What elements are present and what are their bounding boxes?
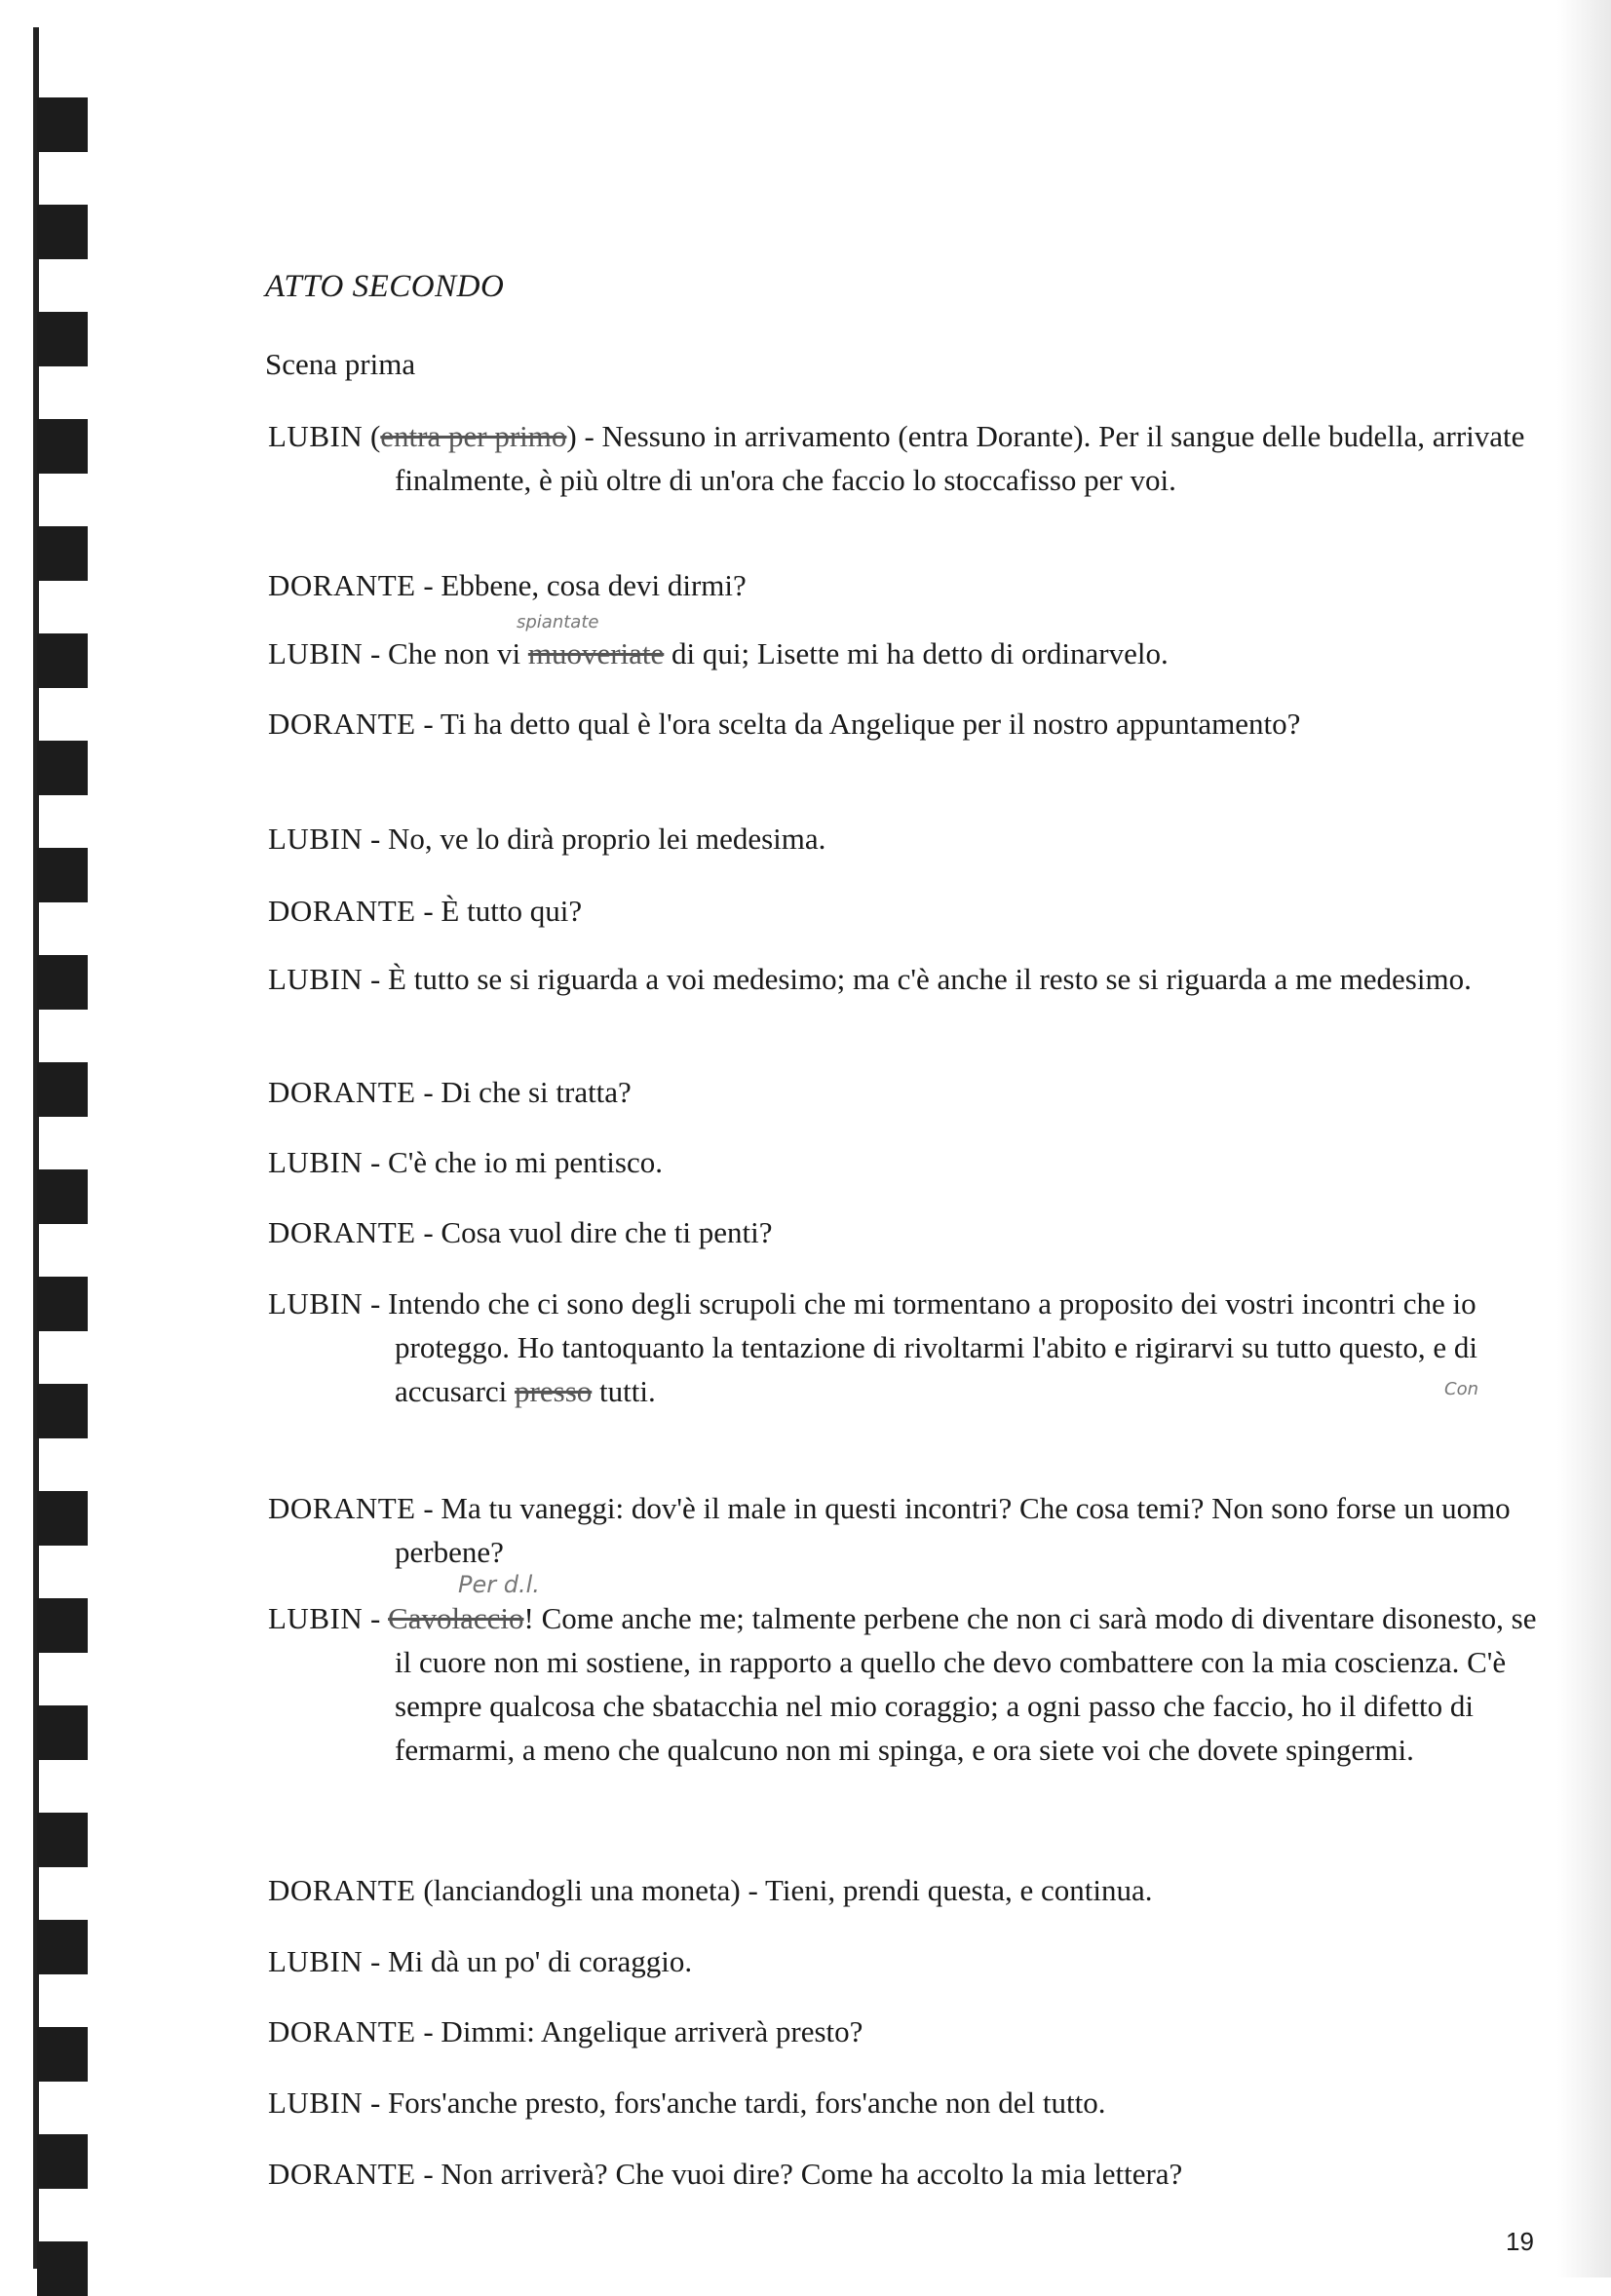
binding-ring	[37, 848, 88, 902]
dialogue-line	[268, 1486, 1550, 1574]
binding-ring	[37, 741, 88, 795]
dialogue-text: -	[363, 1601, 389, 1635]
dialogue-line	[268, 631, 1550, 675]
binding-ring	[37, 1491, 88, 1546]
handwritten-note: spiantate	[517, 612, 599, 632]
page-edge-shadow	[1557, 0, 1611, 2277]
dialogue-text: - Cosa vuol dire che ti penti?	[415, 1215, 773, 1249]
dialogue-line	[268, 2081, 1550, 2124]
binding-ring	[37, 526, 88, 581]
dialogue-text: - Mi dà un po' di coraggio.	[363, 1944, 693, 1978]
dialogue-line	[268, 1596, 1550, 1772]
speaker-name: DORANTE	[268, 568, 416, 602]
dialogue-line	[268, 889, 1550, 933]
binding-ring	[37, 633, 88, 688]
dialogue-text: - No, ve lo dirà proprio lei medesima.	[363, 822, 826, 856]
act-title: ATTO SECONDO	[265, 269, 505, 304]
speaker-name: DORANTE	[268, 1873, 416, 1907]
dialogue-text: (	[363, 419, 381, 453]
speaker-name: DORANTE	[268, 2157, 416, 2191]
dialogue-line	[268, 1939, 1550, 1983]
speaker-name: LUBIN	[268, 1145, 364, 1179]
dialogue-text: - Che non vi	[363, 636, 528, 670]
handwritten-note: Con	[1444, 1379, 1478, 1399]
speaker-name: LUBIN	[268, 822, 364, 856]
dialogue-text: - È tutto qui?	[415, 894, 583, 928]
binding-ring	[37, 1169, 88, 1224]
dialogue-text: - Dimmi: Angelique arriverà presto?	[415, 2014, 863, 2048]
speaker-name: DORANTE	[268, 707, 416, 741]
dialogue-line	[268, 1282, 1550, 1413]
dialogue-text: - Di che si tratta?	[415, 1075, 632, 1109]
dialogue-text: di qui; Lisette mi ha detto di ordinarvelo.	[664, 636, 1169, 670]
struck-text: entra per primo	[380, 419, 567, 453]
binding-ring	[37, 1598, 88, 1653]
dialogue-text: - È tutto se si riguarda a voi medesimo; ma c'è anche il resto se si riguarda a me medesimo.	[363, 962, 1472, 996]
binding-ring	[37, 1384, 88, 1438]
struck-text: presso	[515, 1374, 593, 1408]
page-number: 19	[1506, 2227, 1534, 2256]
scene-title: Scena prima	[265, 347, 416, 381]
dialogue-text: - Intendo che ci sono degli scrupoli che mi tormentano a proposito dei vostri incontri che io proteggo. Ho tantoquanto la tentazione di rivoltarmi l'abito e rigirarvi su tutto questo, e di accusarci	[363, 1286, 1477, 1408]
dialogue-line	[268, 1210, 1550, 1254]
dialogue-text: (lanciandogli una moneta) - Tieni, prendi questa, e continua.	[415, 1873, 1153, 1907]
struck-text: muoveriate	[527, 636, 665, 670]
speaker-name: DORANTE	[268, 894, 416, 928]
struck-text: Cavolaccio	[388, 1601, 524, 1635]
dialogue-text: - Fors'anche presto, fors'anche tardi, fors'anche non del tutto.	[363, 2086, 1106, 2120]
speaker-name: LUBIN	[268, 962, 364, 996]
dialogue-line	[268, 1140, 1550, 1184]
binding-ring	[37, 2134, 88, 2189]
binding-ring	[37, 97, 88, 152]
dialogue-line	[268, 414, 1550, 502]
dialogue-text: ! Come anche me; talmente perbene che non ci sarà modo di diventare disonesto, se il cuore non mi sostiene, in rapporto a quello che devo combattere con la mia coscienza. C'è sempre qualcosa che sbatacchia nel mio coraggio; a ogni passo che faccio, ho il difetto di fermarmi, a meno che qualcuno non mi spinga, e ora siete voi che dovete spingermi.	[395, 1601, 1537, 1767]
dialogue-text: - Ebbene, cosa devi dirmi?	[415, 568, 747, 602]
binding-ring	[37, 1277, 88, 1331]
speaker-name: LUBIN	[268, 636, 364, 670]
binding-ring	[37, 205, 88, 259]
speaker-name: DORANTE	[268, 2014, 416, 2048]
dialogue-line	[268, 1868, 1550, 1912]
binding-ring	[37, 2027, 88, 2082]
dialogue-text: - Ma tu vaneggi: dov'è il male in questi incontri? Che cosa temi? Non sono forse un uomo perbene?	[395, 1491, 1511, 1569]
speaker-name: DORANTE	[268, 1215, 416, 1249]
dialogue-text: - Ti ha detto qual è l'ora scelta da Angelique per il nostro appuntamento?	[415, 707, 1301, 741]
dialogue-line	[268, 1070, 1550, 1114]
speaker-name: LUBIN	[268, 1944, 364, 1978]
speaker-name: DORANTE	[268, 1491, 416, 1525]
binding-ring	[37, 955, 88, 1010]
speaker-name: LUBIN	[268, 419, 364, 453]
speaker-name: LUBIN	[268, 2086, 364, 2120]
speaker-name: DORANTE	[268, 1075, 416, 1109]
binding-ring	[37, 2241, 88, 2296]
binding-ring	[37, 1920, 88, 1974]
binding-ring	[37, 419, 88, 474]
speaker-name: LUBIN	[268, 1601, 364, 1635]
dialogue-line	[268, 957, 1550, 1001]
binding-ring	[37, 1062, 88, 1117]
handwritten-note: Per d.l.	[458, 1571, 540, 1598]
dialogue-line	[268, 817, 1550, 861]
dialogue-line	[268, 2152, 1550, 2196]
dialogue-text: - Non arriverà? Che vuoi dire? Come ha accolto la mia lettera?	[415, 2157, 1183, 2191]
dialogue-text: tutti.	[592, 1374, 656, 1408]
dialogue-line	[268, 2009, 1550, 2053]
speaker-name: LUBIN	[268, 1286, 364, 1320]
dialogue-line	[268, 563, 1550, 607]
binding-ring	[37, 1813, 88, 1867]
dialogue-text: ) - Nessuno in arrivamento (entra Dorante). Per il sangue delle budella, arrivate finalmente, è più oltre di un'ora che faccio lo stoccafisso per voi.	[395, 419, 1525, 497]
binding-ring	[37, 312, 88, 366]
binding-ring	[37, 1705, 88, 1760]
dialogue-text: - C'è che io mi pentisco.	[363, 1145, 663, 1179]
dialogue-line	[268, 702, 1550, 746]
